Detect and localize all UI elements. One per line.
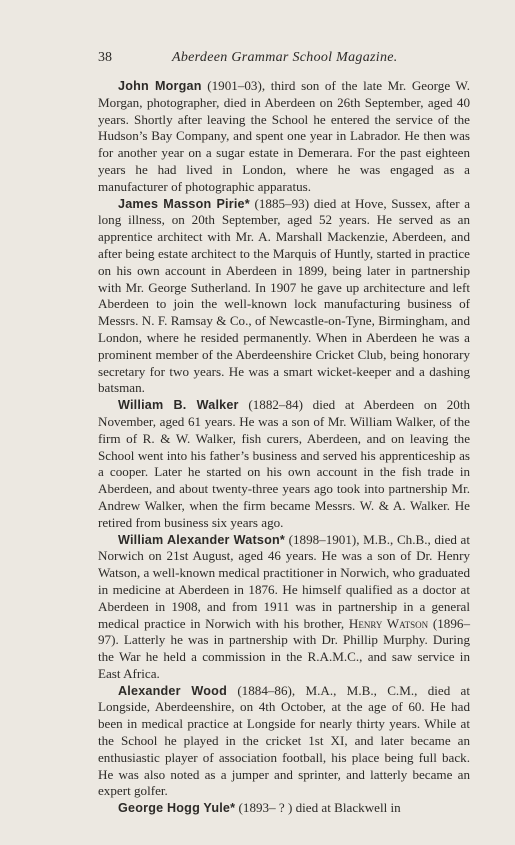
obituary-name: James Masson Pirie*	[118, 196, 250, 211]
obituary-name: William Alexander Watson*	[118, 532, 285, 547]
journal-title: Aberdeen Grammar School Magazine.	[172, 50, 398, 65]
obituary-entry	[98, 683, 470, 801]
obituary-entry	[98, 78, 470, 196]
obituary-text: (1882–84) died at Aberdeen on 20th November, aged 61 years. He was a son of Mr. William Walker, of the firm of R. & W. Walker, fish curers, Aberdeen, and on leaving the School went into his father’s business and served his apprenticeship as a cooper. Later he started on his own account in the fish trade in Aberdeen, and about twenty-three years ago took into partnership Mr. Andrew Walker, when the firm became Messrs. W. & A. Walker. He retired from business six years ago.	[98, 397, 471, 530]
obituary-smallcaps-name: Henry Watson	[348, 615, 429, 631]
running-head	[98, 50, 471, 70]
obituary-name: Alexander Wood	[118, 683, 227, 698]
obituary-text: (1885–93) died at Hove, Sussex, after a long illness, on 20th September, aged 52 years. He served as an apprentice architect with Mr. A. Marshall Mackenzie, Aberdeen, and after being estate architect to the Marquis of Huntly, started in practice on his own account in Aberdeen in 1899, being later in partnership with Mr. George Sutherland. In 1907 he gave up architecture and left Aberdeen to join the well-known lock manufacturing business of Messrs. N. F. Ramsay & Co., of Newcastle-on-Tyne, Birmingham, and London, where he resided permanently. When in Aberdeen he was a prominent member of the Aberdeenshire Cricket Club, being honorary secretary for two years. He was a smart wicket-keeper and a dashing batsman.	[98, 195, 471, 396]
obituary-entry	[98, 397, 470, 531]
obituary-text: (1898–1901), M.B., Ch.B., died at Norwich on 21st August, aged 46 years. He was a son of Dr. Henry Watson, a well-known medical practitioner in Norwich, who graduated in medicine at Aberdeen in 1876. He himself qualified as a doctor at Aberdeen in 1908, and from 1911 was in partnership in a general medical practice in Norwich with his brother,	[98, 531, 471, 631]
page-number: 38	[98, 50, 112, 65]
obituary-name: John Morgan	[118, 79, 202, 93]
obituary-text: (1901–03), third son of the late Mr. George W. Morgan, photographer, died in Aberdeen on 26th September, aged 40 years. Shortly after leaving the School he entered the service of the Hudson’s Bay Company, and spent one year in Labrador. He then was for another year on a sugar estate in Demerara. For the past eighteen years he had lived in London, where he was engaged as a manufacturer of photographic apparatus.	[98, 78, 470, 194]
obituary-text: (1896–97). Latterly he was in partnership with Dr. Phillip Murphy. During the War he held a commission in the R.A.M.C., and saw service in East Africa.	[98, 615, 470, 681]
obituary-entry	[98, 532, 470, 683]
obituary-text: (1893– ? ) died at Blackwell in	[238, 800, 401, 816]
obituary-text: (1884–86), M.A., M.B., C.M., died at Longside, Aberdeenshire, on 4th October, at the age of 60. He had been in medical practice at Longside for nearly thirty years. While at the School he played in the cricket 1st XI, and later became an enthusiastic player of association football, his place being full back. He was also noted as a jumper and sprinter, and latterly became an expert golfer.	[98, 682, 471, 799]
obituary-name: George Hogg Yule*	[118, 801, 236, 816]
obituary-list	[98, 78, 470, 817]
obituary-name: William B. Walker	[118, 398, 239, 413]
obituary-entry	[98, 196, 470, 398]
obituary-entry	[98, 800, 470, 817]
